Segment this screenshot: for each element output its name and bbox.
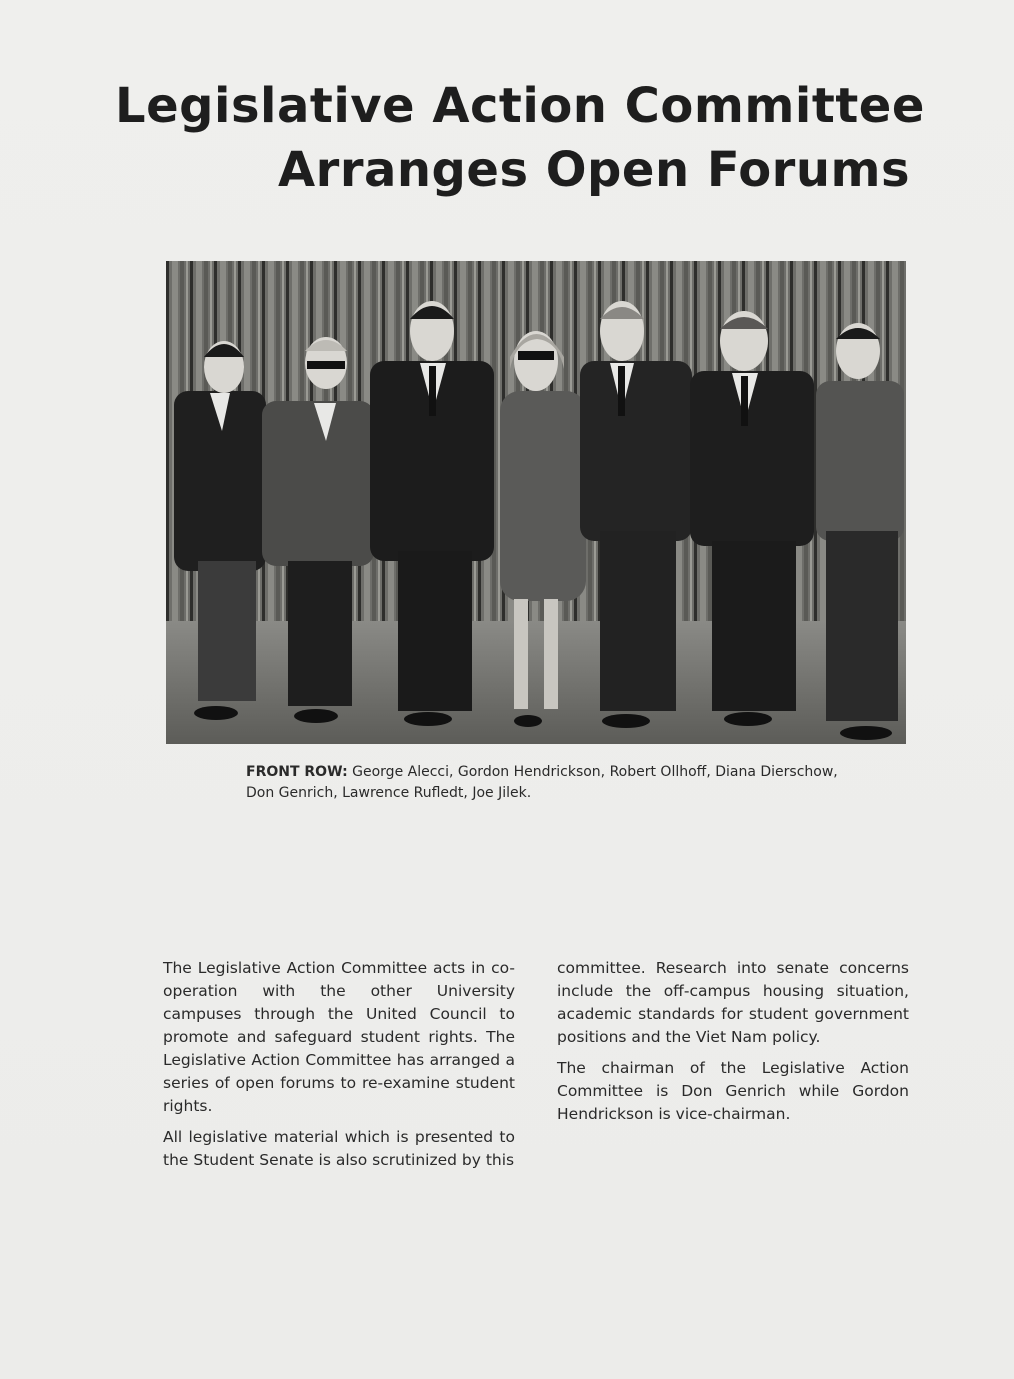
group-photo (166, 261, 906, 744)
page-title-line-1: Legislative Action Committee (115, 78, 925, 134)
body-paragraph: committee. Research into senate concerns include the off-campus housing situation, academic standards for student government positions and the Viet Nam policy. (557, 959, 909, 1046)
caption-names: George Alecci, Gordon Hendrickson, Robert Ollhoff, Diana Dierschow, Don Genrich, Lawrence Rufledt, Joe Jilek. (246, 764, 838, 801)
body-paragraph: The Legislative Action Committee acts in co-operation with the other University campuses through the United Council to promote and safeguard student rights. The Legislative Action Committee has arranged a series of open forums to re-examine student rights. (163, 959, 515, 1115)
body-column-right (557, 957, 909, 1134)
page-title-line-2: Arranges Open Forums (278, 142, 911, 198)
body-column-left (163, 957, 515, 1180)
body-paragraph: All legislative material which is presented to the Student Senate is also scrutinized by this (163, 1128, 515, 1169)
group-photo-illustration (166, 261, 906, 744)
body-paragraph: The chairman of the Legislative Action Committee is Don Genrich while Gordon Hendrickson is vice-chairman. (557, 1059, 909, 1123)
caption-lead: FRONT ROW: (246, 764, 348, 780)
person-7 (816, 323, 904, 740)
photo-caption (246, 762, 846, 804)
